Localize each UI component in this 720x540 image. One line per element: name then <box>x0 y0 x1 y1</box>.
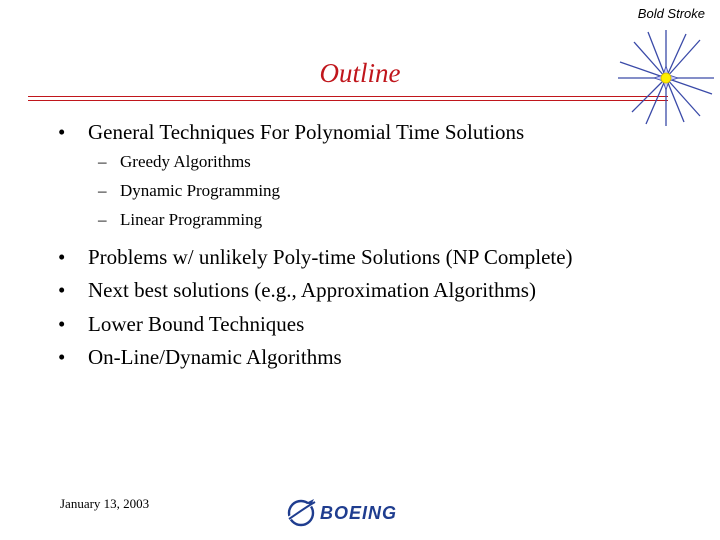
bullet-text: Problems w/ unlikely Poly-time Solutions (NP Complete) <box>88 245 573 269</box>
slide-title: Outline <box>319 58 401 88</box>
bullet-text: On-Line/Dynamic Algorithms <box>88 345 342 369</box>
bullet-marker: • <box>58 278 66 302</box>
bullet-marker: • <box>58 245 66 269</box>
bullet-marker: • <box>58 312 66 336</box>
sub-bullet-text: Linear Programming <box>120 210 263 229</box>
bullet-text: Lower Bound Techniques <box>88 312 305 336</box>
bullet-item <box>58 278 536 303</box>
bullet-item <box>58 120 524 145</box>
sub-bullet-item <box>98 152 251 172</box>
bullet-item <box>58 245 573 270</box>
sub-bullet-item <box>98 210 262 230</box>
starburst-icon <box>616 28 716 128</box>
slide-date: January 13, 2003 <box>60 496 150 511</box>
bullet-item <box>58 345 342 370</box>
boeing-logo <box>284 493 434 529</box>
sub-bullet-item <box>98 181 280 201</box>
logo-wordmark: BOEING <box>320 503 398 523</box>
sub-bullet-marker: – <box>98 181 107 200</box>
sub-bullet-marker: – <box>98 210 107 229</box>
bullet-text: General Techniques For Polynomial Time Solutions <box>88 120 525 144</box>
header-tag: Bold Stroke <box>637 6 705 21</box>
sub-bullet-marker: – <box>98 152 107 171</box>
bullet-marker: • <box>58 345 66 369</box>
title-underline-bottom <box>28 100 668 101</box>
sub-bullet-text: Dynamic Programming <box>120 181 281 200</box>
sub-bullet-text: Greedy Algorithms <box>120 152 251 171</box>
bullet-item <box>58 312 304 337</box>
bullet-marker: • <box>58 120 66 144</box>
bullet-text: Next best solutions (e.g., Approximation Algorithms) <box>88 278 536 302</box>
title-underline-top <box>28 96 668 97</box>
